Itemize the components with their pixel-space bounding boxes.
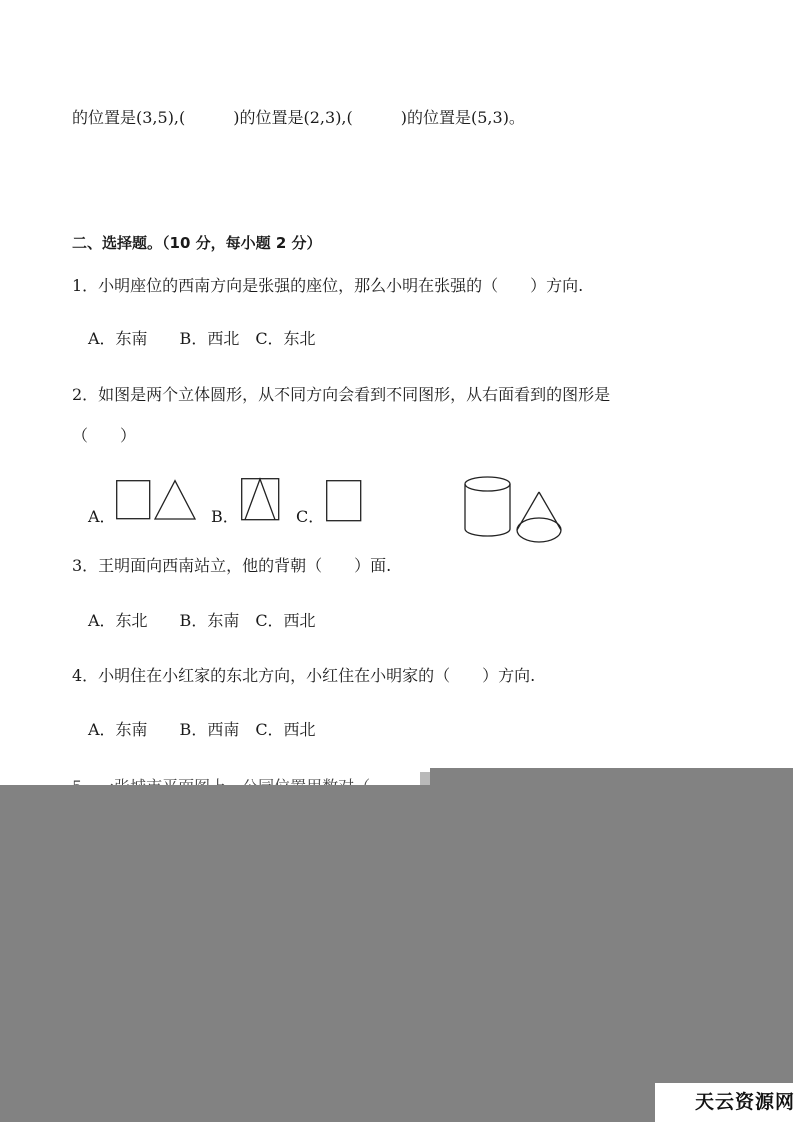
question-2-blank: （ ） xyxy=(72,426,137,445)
option-b-label: B． xyxy=(211,507,239,526)
solids-figure xyxy=(463,475,565,547)
option-c-label: C． xyxy=(296,507,325,526)
option-b-figure xyxy=(241,478,281,522)
question-2-stem: 2．如图是两个立体圆形，从不同方向会看到不同图形，从右面看到的图形是 xyxy=(72,385,611,404)
rectangle-shape xyxy=(327,481,361,521)
question-3-stem: 3．王明面向西南站立，他的背朝（ ）面. xyxy=(72,556,392,575)
question-5-partial xyxy=(72,768,432,785)
option-a-figure xyxy=(116,480,198,522)
fill-blank-line: 的位置是(3,5),( )的位置是(2,3),( )的位置是(5,3)。 xyxy=(72,108,525,127)
question-1-stem: 1．小明座位的西南方向是张强的座位，那么小明在张强的（ ）方向. xyxy=(72,276,584,295)
cylinder-top xyxy=(465,477,510,491)
question-4-options: A．东南 B．西南 C．西北 xyxy=(88,720,316,739)
square-shape xyxy=(117,481,150,519)
cone-base xyxy=(517,518,561,542)
question-4-stem: 4．小明住在小红家的东北方向，小红住在小明家的（ ）方向. xyxy=(72,666,536,685)
gray-overlay xyxy=(0,785,793,1122)
question-3-options: A．东北 B．东南 C．西北 xyxy=(88,611,316,630)
option-a-label: A． xyxy=(88,507,116,526)
triangle-shape xyxy=(155,481,195,519)
watermark: 天云资源网 xyxy=(695,1091,795,1113)
inscribed-triangle-shape xyxy=(245,479,275,520)
question-1-options: A．东南 B．西北 C．东北 xyxy=(88,329,316,348)
cylinder-base xyxy=(465,529,510,536)
section-heading: 二、选择题。（10 分，每小题 2 分） xyxy=(72,234,322,252)
option-c-figure xyxy=(326,480,364,524)
